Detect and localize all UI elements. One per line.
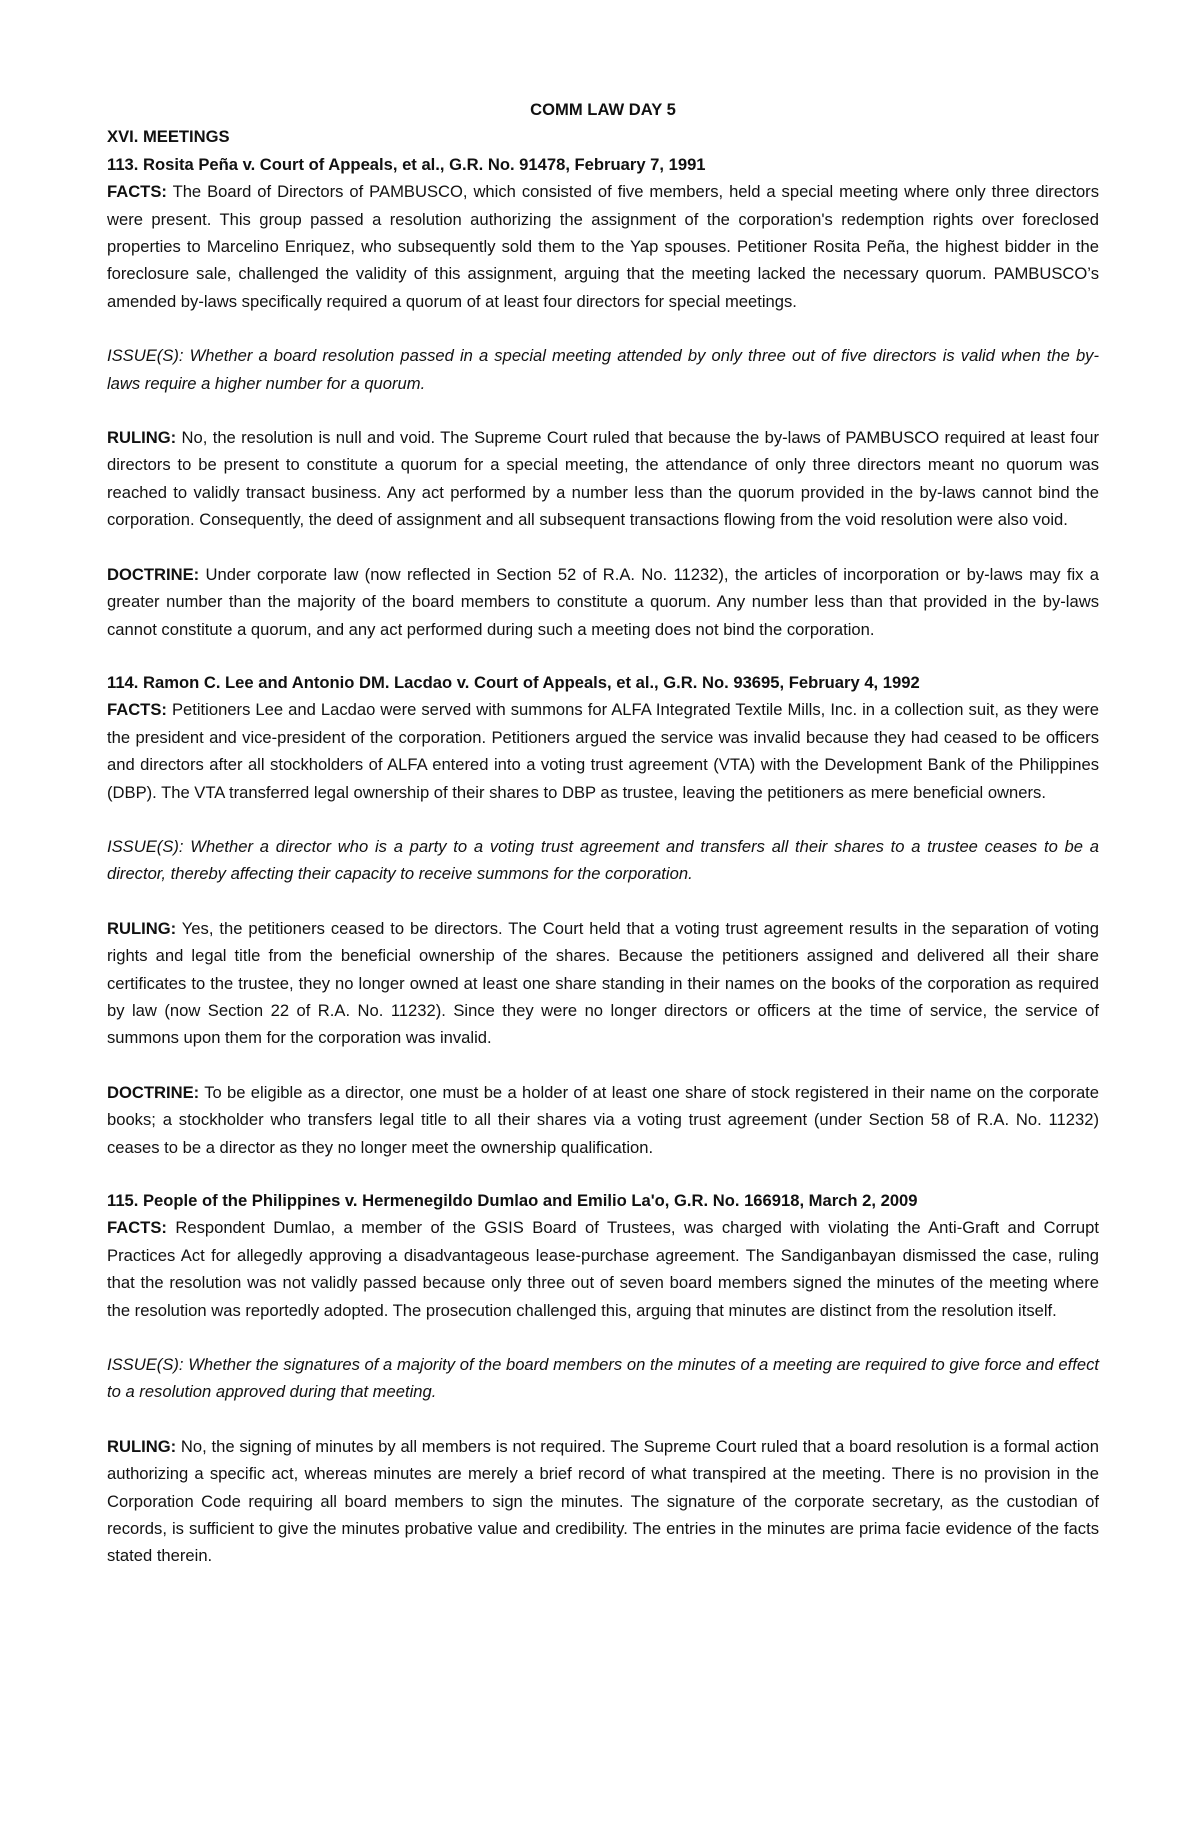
case-115 xyxy=(107,1187,1099,1570)
doctrine-text: Under corporate law (now reflected in Section 52 of R.A. No. 11232), the articles of incorporation or by-laws may fix a greater number than the majority of the board members to constitute a quorum. Any number less than that provided in the by-laws cannot constitute a quorum, and any act performed during such a meeting does not bind the corporation. xyxy=(107,564,1099,639)
ruling-paragraph xyxy=(107,424,1099,534)
issue-label: ISSUE(S): xyxy=(107,346,184,366)
issue-text: Whether a director who is a party to a voting trust agreement and transfers all their shares to a trustee ceases to be a director, thereby affecting their capacity to receive summons for the corporation. xyxy=(107,836,1099,884)
doctrine-paragraph xyxy=(107,561,1099,643)
facts-label: FACTS: xyxy=(107,700,167,720)
facts-text: Petitioners Lee and Lacdao were served with summons for ALFA Integrated Textile Mills, Inc. in a collection suit, as they were the president and vice-president of the corporation. Petitioners argued the service was invalid because they had ceased to be officers and directors after all stockholders of ALFA entered into a voting trust agreement (VTA) with the Development Bank of the Philippines (DBP). The VTA transferred legal ownership of their shares to DBP as trustee, leaving the petitioners as mere beneficial owners. xyxy=(107,700,1099,802)
ruling-text: Yes, the petitioners ceased to be directors. The Court held that a voting trust agreement results in the separation of voting rights and legal title from the beneficial ownership of the shares. Because the petitioners assigned and delivered all their share certificates to the trustee, they no longer owned at least one share standing in their names on the books of the corporation as required by law (now Section 22 of R.A. No. 11232). Since they were no longer directors or officers at the time of service, the service of summons upon them for the corporation was invalid. xyxy=(107,918,1099,1048)
facts-paragraph xyxy=(107,696,1099,806)
case-113 xyxy=(107,151,1099,643)
ruling-paragraph xyxy=(107,915,1099,1052)
ruling-label: RULING: xyxy=(107,428,177,448)
issue-paragraph xyxy=(107,342,1099,397)
issue-text: Whether a board resolution passed in a special meeting attended by only three out of five directors is valid when the by-laws require a higher number for a quorum. xyxy=(107,346,1099,393)
ruling-label: RULING: xyxy=(107,918,177,938)
facts-paragraph xyxy=(107,1214,1099,1324)
document-title: COMM LAW DAY 5 xyxy=(530,100,676,119)
ruling-label: RULING: xyxy=(107,1436,177,1456)
doctrine-text: To be eligible as a director, one must be a holder of at least one share of stock registered in their name on the corporate books; a stockholder who transfers legal title to all their shares via a voting trust agreement (under Section 58 of R.A. No. 11232) ceases to be a director as they no longer meet the ownership qualification. xyxy=(107,1082,1100,1157)
doctrine-paragraph xyxy=(107,1079,1099,1161)
case-heading: 114. Ramon C. Lee and Antonio DM. Lacdao v. Court of Appeals, et al., G.R. No. 93695, February 4, 1992 xyxy=(107,672,920,692)
case-114 xyxy=(107,669,1099,1161)
issue-text: Whether the signatures of a majority of the board members on the minutes of a meeting are required to give force and effect to a resolution approved during that meeting. xyxy=(107,1355,1099,1402)
doctrine-label: DOCTRINE: xyxy=(107,564,200,584)
ruling-paragraph xyxy=(107,1433,1099,1570)
section-heading: XVI. MEETINGS xyxy=(107,127,230,147)
facts-label: FACTS: xyxy=(107,1218,167,1238)
document-page xyxy=(107,96,1099,1596)
doctrine-label: DOCTRINE: xyxy=(107,1082,200,1102)
facts-text: Respondent Dumlao, a member of the GSIS Board of Trustees, was charged with violating the Anti-Graft and Corrupt Practices Act for allegedly approving a disadvantageous lease-purchase agreement. The Sandiganbayan dismissed the case, ruling that the resolution was not validly passed because only three out of seven board members signed the minutes of the meeting where the resolution was reportedly adopted. The prosecution challenged this, arguing that minutes are distinct from the resolution itself. xyxy=(107,1218,1099,1320)
case-heading: 113. Rosita Peña v. Court of Appeals, et al., G.R. No. 91478, February 7, 1991 xyxy=(107,154,706,174)
case-heading: 115. People of the Philippines v. Hermenegildo Dumlao and Emilio La'o, G.R. No. 166918, March 2, 2009 xyxy=(107,1191,918,1210)
facts-text: The Board of Directors of PAMBUSCO, which consisted of five members, held a special meeting where only three directors were present. This group passed a resolution authorizing the assignment of the corporation's redemption rights over foreclosed properties to Marcelino Enriquez, who subsequently sold them to the Yap spouses. Petitioner Rosita Peña, the highest bidder in the foreclosure sale, challenged the validity of this assignment, arguing that the meeting lacked the necessary quorum. PAMBUSCO’s amended by-laws specifically required a quorum of at least four directors for special meetings. xyxy=(107,182,1100,311)
facts-label: FACTS: xyxy=(107,182,167,202)
issue-paragraph xyxy=(107,1351,1099,1406)
issue-paragraph xyxy=(107,833,1099,888)
ruling-text: No, the resolution is null and void. The Supreme Court ruled that because the by-laws of PAMBUSCO required at least four directors to be present to constitute a quorum for a special meeting, the attendance of only three directors meant no quorum was reached to validly transact business. Any act performed by a number less than the quorum provided in the by-laws cannot bind the corporation. Consequently, the deed of assignment and all subsequent transactions flowing from the void resolution were also void. xyxy=(107,428,1099,530)
ruling-text: No, the signing of minutes by all members is not required. The Supreme Court ruled that a board resolution is a formal action authorizing a specific act, whereas minutes are merely a brief record of what transpired at the meeting. There is no provision in the Corporation Code requiring all board members to sign the minutes. The signature of the corporate secretary, as the custodian of records, is sufficient to give the minutes probative value and credibility. The entries in the minutes are prima facie evidence of the facts stated therein. xyxy=(107,1436,1099,1566)
issue-label: ISSUE(S): xyxy=(107,1355,184,1375)
issue-label: ISSUE(S): xyxy=(107,836,184,856)
facts-paragraph xyxy=(107,178,1099,315)
